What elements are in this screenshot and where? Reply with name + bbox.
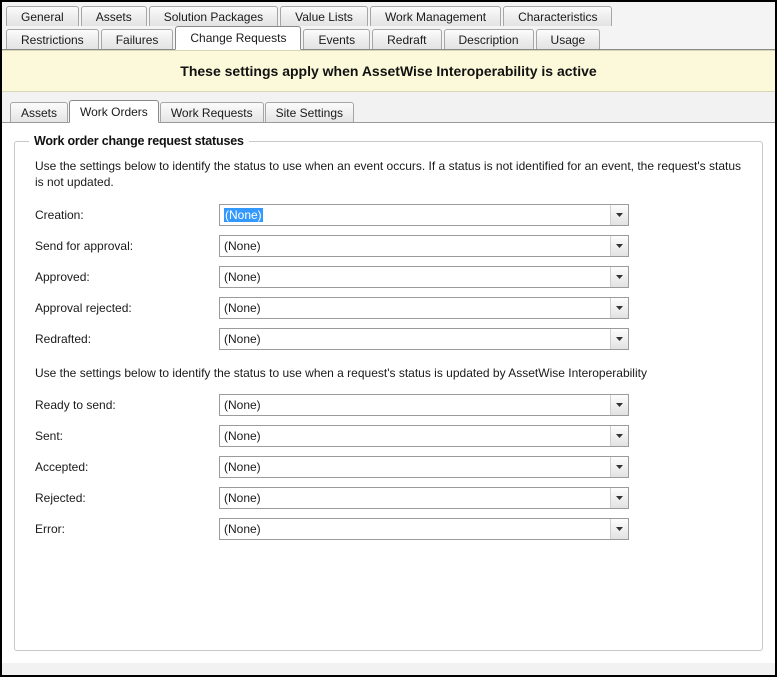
tab-label: Description: [458, 33, 519, 47]
event-status-label-approved: Approved:: [35, 270, 90, 284]
main-tabstrip-row-2: [2, 25, 775, 50]
event-status-combo-approved[interactable]: [219, 266, 629, 288]
inner-tab-work-requests[interactable]: [160, 102, 264, 122]
inner-tabstrip: [2, 92, 775, 123]
tab-description[interactable]: [444, 29, 534, 49]
combo-value: (None): [224, 332, 261, 346]
tab-usage[interactable]: [536, 29, 601, 49]
tab-label: Work Requests: [170, 106, 253, 120]
event-status-row-approved: [31, 266, 746, 288]
tab-label: Assets: [95, 10, 132, 24]
event-status-row-creation: [31, 204, 746, 226]
tab-work-management[interactable]: [370, 6, 501, 26]
request-status-row-ready-to-send: [31, 394, 746, 416]
tab-change-requests[interactable]: [175, 26, 301, 50]
tab-assets[interactable]: [81, 6, 147, 26]
request-status-row-sent: [31, 425, 746, 447]
combo-value: (None): [224, 239, 261, 253]
chevron-down-icon[interactable]: [610, 267, 628, 287]
request-status-combo-sent[interactable]: [219, 425, 629, 447]
tab-label: Solution Packages: [163, 10, 264, 24]
request-status-combo-rejected[interactable]: [219, 487, 629, 509]
request-status-label-accepted: Accepted:: [35, 460, 89, 474]
request-status-row-accepted: [31, 456, 746, 478]
tab-label: Restrictions: [21, 33, 84, 47]
combo-value: (None): [224, 301, 261, 315]
inner-tab-site-settings[interactable]: [265, 102, 354, 122]
group-title: Work order change request statuses: [29, 134, 249, 148]
request-status-label-ready-to-send: Ready to send:: [35, 398, 116, 412]
event-status-label-creation: Creation:: [35, 208, 84, 222]
chevron-down-icon[interactable]: [610, 426, 628, 446]
event-status-label-approval-rejected: Approval rejected:: [35, 301, 132, 315]
tab-label: Events: [318, 33, 356, 47]
event-status-row-approval-rejected: [31, 297, 746, 319]
tab-label: Change Requests: [190, 31, 287, 45]
tab-label: Assets: [21, 106, 58, 120]
inner-tab-work-orders[interactable]: [69, 100, 159, 123]
request-status-combo-error[interactable]: [219, 518, 629, 540]
main-tabstrip-row-1: [2, 4, 775, 26]
tab-label: Work Orders: [80, 105, 148, 119]
request-status-label-error: Error:: [35, 522, 65, 536]
tab-characteristics[interactable]: [503, 6, 612, 26]
combo-value: (None): [224, 460, 261, 474]
chevron-down-icon[interactable]: [610, 298, 628, 318]
combo-value: (None): [225, 208, 262, 222]
combo-value: (None): [224, 429, 261, 443]
event-status-row-send-for-approval: [31, 235, 746, 257]
group-description: Use the settings below to identify the status to use when an event occurs. If a status is not identified for an event, the request's status is not updated.: [35, 159, 742, 189]
request-status-label-sent: Sent:: [35, 429, 64, 443]
request-status-combo-ready-to-send[interactable]: [219, 394, 629, 416]
event-status-fields: [31, 204, 746, 350]
event-status-label-send-for-approval: Send for approval:: [35, 239, 134, 253]
tab-events[interactable]: [303, 29, 370, 49]
tab-label: Failures: [115, 33, 159, 47]
event-status-label-redrafted: Redrafted:: [35, 332, 92, 346]
event-status-combo-approval-rejected[interactable]: [219, 297, 629, 319]
chevron-down-icon[interactable]: [610, 329, 628, 349]
info-banner: [2, 50, 775, 92]
inner-tab-assets[interactable]: [10, 102, 68, 122]
tab-label: Work Management: [384, 10, 487, 24]
chevron-down-icon[interactable]: [610, 457, 628, 477]
tab-label: General: [21, 10, 64, 24]
tab-general[interactable]: [6, 6, 79, 26]
chevron-down-icon[interactable]: [610, 395, 628, 415]
tab-label: Redraft: [387, 33, 427, 47]
tab-label: Site Settings: [275, 106, 343, 120]
tab-label: Usage: [550, 33, 586, 47]
request-status-row-rejected: [31, 487, 746, 509]
tab-value-lists[interactable]: [280, 6, 368, 26]
request-status-label-rejected: Rejected:: [35, 491, 86, 505]
tab-label: Characteristics: [518, 10, 598, 24]
combo-value: (None): [224, 522, 261, 536]
request-status-combo-accepted[interactable]: [219, 456, 629, 478]
combo-value: (None): [224, 491, 261, 505]
tab-label: Value Lists: [295, 10, 353, 24]
tab-failures[interactable]: [101, 29, 174, 49]
request-status-row-error: [31, 518, 746, 540]
tab-solution-packages[interactable]: [149, 6, 278, 26]
tab-redraft[interactable]: [372, 29, 441, 49]
request-status-fields: [31, 394, 746, 540]
tab-restrictions[interactable]: [6, 29, 99, 49]
event-status-row-redrafted: [31, 328, 746, 350]
combo-value: (None): [224, 398, 261, 412]
event-status-combo-send-for-approval[interactable]: [219, 235, 629, 257]
group-description-2: Use the settings below to identify the status to use when a request's status is updated by AssetWise Interoperability: [35, 366, 647, 380]
event-status-combo-redrafted[interactable]: [219, 328, 629, 350]
tab-content-work-orders: [2, 123, 775, 663]
main-tabstrip: [2, 2, 775, 50]
work-order-statuses-group: [14, 134, 763, 651]
chevron-down-icon[interactable]: [610, 205, 628, 225]
combo-value: (None): [224, 270, 261, 284]
event-status-combo-creation[interactable]: [219, 204, 629, 226]
chevron-down-icon[interactable]: [610, 488, 628, 508]
chevron-down-icon[interactable]: [610, 236, 628, 256]
chevron-down-icon[interactable]: [610, 519, 628, 539]
info-banner-text: These settings apply when AssetWise Interoperability is active: [180, 63, 597, 79]
